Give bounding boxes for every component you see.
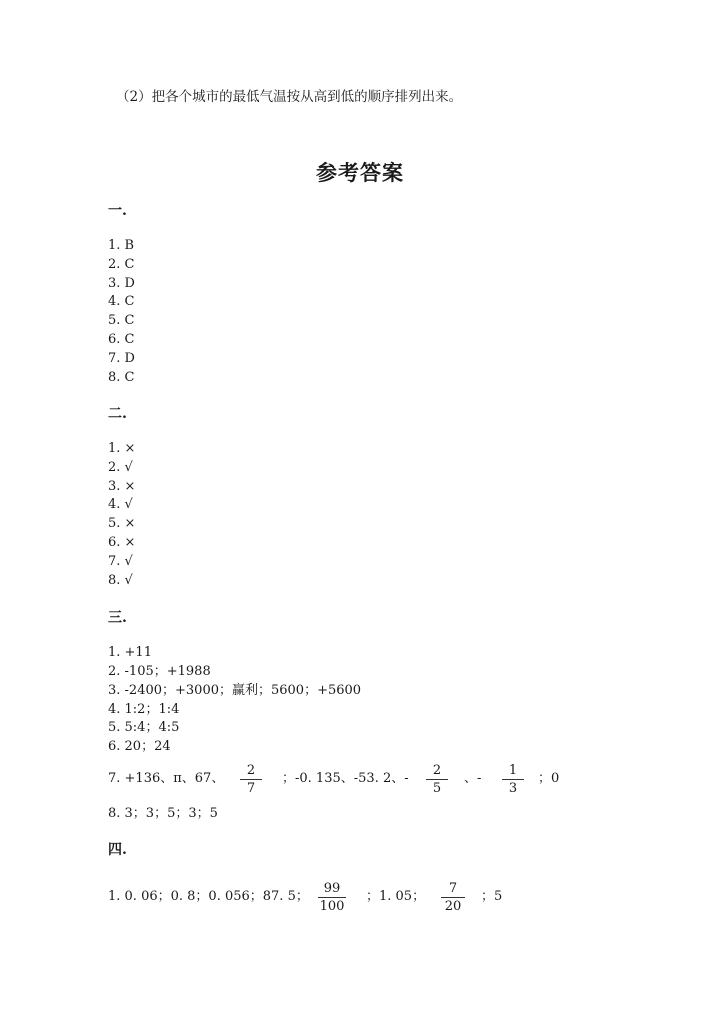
answer-item: 5. ×	[108, 516, 136, 531]
fraction-bar	[441, 897, 465, 898]
answer-item: 7. √	[108, 554, 133, 569]
fraction	[500, 763, 526, 796]
answer-item: 1. B	[108, 238, 135, 253]
fraction	[238, 763, 264, 796]
answer-item: 5. 5:4；4:5	[108, 720, 180, 735]
question-text: （2）把各个城市的最低气温按从高到低的顺序排列出来。	[116, 89, 463, 105]
fraction-numerator: 1	[508, 763, 518, 778]
fraction-bar	[318, 897, 346, 898]
answer-item: 3. ×	[108, 479, 136, 494]
answer-item: 8. √	[108, 573, 133, 588]
answer-item: 3. D	[108, 276, 135, 291]
item-suffix: ；5	[481, 889, 503, 904]
fraction-numerator: 7	[448, 881, 458, 896]
answer-item: 2. √	[108, 460, 133, 475]
fraction-denominator: 5	[432, 781, 442, 796]
fraction-numerator: 2	[432, 763, 442, 778]
fraction-numerator: 2	[246, 763, 256, 778]
answer-item: 4. C	[108, 294, 135, 309]
answer-item: 1. ×	[108, 441, 136, 456]
answer-item: 1. +11	[108, 645, 152, 660]
answer-item: 4. 1:2；1:4	[108, 702, 180, 717]
section-heading-3: 三.	[108, 610, 127, 626]
item7-middle-2: 、-	[464, 771, 482, 786]
item-prefix: 1. 0. 06；0. 8；0. 056；87. 5；	[108, 889, 309, 904]
item7-middle-1: ；-0. 135、-53. 2、-	[282, 771, 409, 786]
answer-item: 5. C	[108, 313, 135, 328]
answer-item: 6. C	[108, 332, 135, 347]
fraction-denominator: 100	[319, 899, 345, 914]
fraction	[316, 881, 348, 914]
answer-item: 2. -105；+1988	[108, 664, 211, 679]
fraction-numerator: 99	[323, 881, 341, 896]
fraction-bar	[426, 779, 448, 780]
page-title: 参考答案	[316, 161, 404, 185]
fraction-denominator: 20	[444, 899, 462, 914]
answer-item: 6. 20；24	[108, 739, 171, 754]
answer-item: 8. C	[108, 370, 135, 385]
answer-item: 3. -2400；+3000；赢利；5600；+5600	[108, 683, 362, 698]
item-middle: ；1. 05；	[366, 889, 426, 904]
answer-item: 4. √	[108, 497, 133, 512]
answer-item: 6. ×	[108, 535, 136, 550]
answer-item: 7. D	[108, 351, 135, 366]
section-heading-2: 二.	[108, 406, 127, 422]
fraction	[424, 763, 450, 796]
fraction-denominator: 7	[246, 781, 256, 796]
section-heading-4: 四.	[108, 842, 127, 858]
fraction	[439, 881, 467, 914]
fraction-denominator: 3	[508, 781, 518, 796]
answer-item: 2. C	[108, 257, 135, 272]
item7-prefix: 7. +136、π、67、	[108, 771, 225, 786]
fraction-bar	[502, 779, 524, 780]
item7-suffix: ；0	[538, 771, 560, 786]
section-heading-1: 一.	[108, 203, 127, 219]
answer-item: 8. 3；3；5；3；5	[108, 806, 218, 821]
fraction-bar	[240, 779, 262, 780]
